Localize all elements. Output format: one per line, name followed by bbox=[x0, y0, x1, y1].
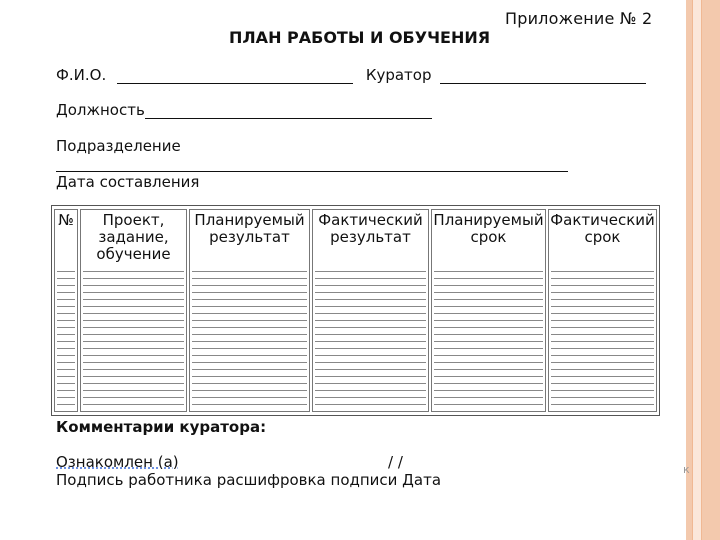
row-line bbox=[192, 334, 307, 335]
row-line bbox=[83, 355, 184, 356]
row-line bbox=[192, 313, 307, 314]
row-line bbox=[192, 285, 307, 286]
row-line bbox=[192, 369, 307, 370]
row-line bbox=[57, 362, 75, 363]
row-line bbox=[192, 383, 307, 384]
row-line bbox=[434, 341, 543, 342]
row-line bbox=[192, 299, 307, 300]
row-line bbox=[83, 334, 184, 335]
row-line bbox=[434, 348, 543, 349]
row-line bbox=[57, 271, 75, 272]
row-line bbox=[57, 397, 75, 398]
row-line bbox=[551, 278, 654, 279]
column-rows bbox=[434, 271, 543, 409]
row-line bbox=[83, 341, 184, 342]
row-line bbox=[551, 362, 654, 363]
row-line bbox=[551, 327, 654, 328]
row-line bbox=[57, 334, 75, 335]
row-line bbox=[315, 299, 426, 300]
column-rows bbox=[192, 271, 307, 409]
row-line bbox=[315, 341, 426, 342]
row-line bbox=[315, 390, 426, 391]
row-line bbox=[192, 327, 307, 328]
row-line bbox=[192, 271, 307, 272]
row-line bbox=[83, 404, 184, 405]
row-line bbox=[551, 285, 654, 286]
column-actual-term bbox=[548, 209, 657, 412]
row-line bbox=[434, 369, 543, 370]
row-line bbox=[57, 292, 75, 293]
row-line bbox=[192, 306, 307, 307]
row-line bbox=[192, 292, 307, 293]
fio-label: Ф.И.О. bbox=[56, 66, 107, 84]
row-line bbox=[315, 285, 426, 286]
column-header: Планируемый результат bbox=[194, 211, 305, 246]
row-line bbox=[192, 278, 307, 279]
row-line bbox=[57, 376, 75, 377]
row-line bbox=[57, 341, 75, 342]
row-line bbox=[57, 278, 75, 279]
row-line bbox=[57, 383, 75, 384]
column-planned-term bbox=[431, 209, 546, 412]
row-line bbox=[192, 341, 307, 342]
department-line bbox=[56, 155, 568, 172]
row-line bbox=[315, 397, 426, 398]
row-line bbox=[83, 278, 184, 279]
row-line bbox=[315, 271, 426, 272]
row-line bbox=[83, 383, 184, 384]
row-line bbox=[192, 362, 307, 363]
row-line bbox=[434, 313, 543, 314]
row-line bbox=[551, 397, 654, 398]
column-header: Проект, задание, обучение bbox=[96, 211, 171, 263]
date-slashes: / / bbox=[388, 453, 403, 471]
acknowledged-text: Ознакомлен (а) bbox=[56, 453, 179, 471]
row-line bbox=[315, 313, 426, 314]
column-project bbox=[80, 209, 187, 412]
row-line bbox=[57, 320, 75, 321]
row-line bbox=[57, 390, 75, 391]
side-mark: к bbox=[683, 463, 690, 476]
row-line bbox=[551, 355, 654, 356]
row-line bbox=[434, 355, 543, 356]
row-line bbox=[192, 376, 307, 377]
column-number bbox=[54, 209, 78, 412]
row-line bbox=[551, 271, 654, 272]
row-line bbox=[551, 341, 654, 342]
column-rows bbox=[83, 271, 184, 409]
row-line bbox=[434, 278, 543, 279]
row-line bbox=[315, 355, 426, 356]
column-header: Фактический срок bbox=[550, 211, 655, 246]
row-line bbox=[551, 376, 654, 377]
row-line bbox=[315, 383, 426, 384]
page-title: ПЛАН РАБОТЫ И ОБУЧЕНИЯ bbox=[229, 28, 491, 47]
row-line bbox=[551, 306, 654, 307]
signature-line: Подпись работника расшифровка подписи Дата bbox=[56, 471, 442, 489]
position-row bbox=[56, 101, 432, 119]
row-line bbox=[434, 299, 543, 300]
row-line bbox=[434, 362, 543, 363]
row-line bbox=[83, 397, 184, 398]
row-line bbox=[83, 285, 184, 286]
column-rows bbox=[57, 271, 75, 409]
column-rows bbox=[551, 271, 654, 409]
column-actual-result bbox=[312, 209, 429, 412]
row-line bbox=[83, 292, 184, 293]
row-line bbox=[57, 285, 75, 286]
row-line bbox=[57, 313, 75, 314]
column-rows bbox=[315, 271, 426, 409]
fio-row bbox=[56, 66, 646, 84]
department-label: Подразделение bbox=[56, 137, 181, 155]
acknowledged-label bbox=[56, 453, 179, 471]
row-line bbox=[551, 369, 654, 370]
decorative-side-stripe-inner bbox=[692, 0, 702, 540]
fio-line bbox=[117, 67, 353, 84]
row-line bbox=[83, 271, 184, 272]
row-line bbox=[57, 348, 75, 349]
row-line bbox=[315, 362, 426, 363]
row-line bbox=[57, 404, 75, 405]
row-line bbox=[551, 292, 654, 293]
row-line bbox=[551, 313, 654, 314]
row-line bbox=[315, 327, 426, 328]
curator-comments-label: Комментарии куратора: bbox=[56, 418, 267, 436]
row-line bbox=[315, 306, 426, 307]
row-line bbox=[315, 376, 426, 377]
row-line bbox=[83, 327, 184, 328]
row-line bbox=[192, 355, 307, 356]
appendix-label: Приложение № 2 bbox=[505, 9, 653, 28]
row-line bbox=[57, 355, 75, 356]
row-line bbox=[192, 404, 307, 405]
row-line bbox=[83, 313, 184, 314]
row-line bbox=[551, 320, 654, 321]
row-line bbox=[434, 390, 543, 391]
row-line bbox=[551, 299, 654, 300]
row-line bbox=[315, 292, 426, 293]
row-line bbox=[551, 404, 654, 405]
row-line bbox=[57, 306, 75, 307]
row-line bbox=[315, 334, 426, 335]
row-line bbox=[192, 320, 307, 321]
row-line bbox=[192, 390, 307, 391]
row-line bbox=[434, 285, 543, 286]
row-line bbox=[434, 327, 543, 328]
row-line bbox=[83, 390, 184, 391]
row-line bbox=[315, 278, 426, 279]
row-line bbox=[192, 348, 307, 349]
row-line bbox=[315, 369, 426, 370]
column-planned-result bbox=[189, 209, 310, 412]
row-line bbox=[83, 320, 184, 321]
row-line bbox=[315, 348, 426, 349]
row-line bbox=[83, 376, 184, 377]
position-label: Должность bbox=[56, 101, 145, 119]
curator-label: Куратор bbox=[365, 66, 432, 84]
row-line bbox=[551, 334, 654, 335]
row-line bbox=[434, 271, 543, 272]
position-line bbox=[145, 102, 432, 119]
plan-table bbox=[51, 205, 660, 416]
row-line bbox=[83, 306, 184, 307]
row-line bbox=[434, 334, 543, 335]
row-line bbox=[551, 390, 654, 391]
row-line bbox=[434, 306, 543, 307]
row-line bbox=[315, 320, 426, 321]
row-line bbox=[434, 292, 543, 293]
row-line bbox=[57, 369, 75, 370]
column-header: № bbox=[58, 211, 74, 229]
column-header: Фактический результат bbox=[318, 211, 423, 246]
row-line bbox=[83, 369, 184, 370]
row-line bbox=[434, 404, 543, 405]
row-line bbox=[83, 348, 184, 349]
department-row bbox=[56, 154, 568, 172]
date-label: Дата составления bbox=[56, 173, 200, 191]
row-line bbox=[83, 299, 184, 300]
row-line bbox=[83, 362, 184, 363]
row-line bbox=[57, 327, 75, 328]
row-line bbox=[434, 383, 543, 384]
row-line bbox=[192, 397, 307, 398]
curator-line bbox=[440, 67, 646, 84]
row-line bbox=[315, 404, 426, 405]
row-line bbox=[551, 348, 654, 349]
column-header: Планируемый срок bbox=[433, 211, 544, 246]
row-line bbox=[434, 397, 543, 398]
row-line bbox=[434, 376, 543, 377]
row-line bbox=[551, 383, 654, 384]
row-line bbox=[57, 299, 75, 300]
row-line bbox=[434, 320, 543, 321]
